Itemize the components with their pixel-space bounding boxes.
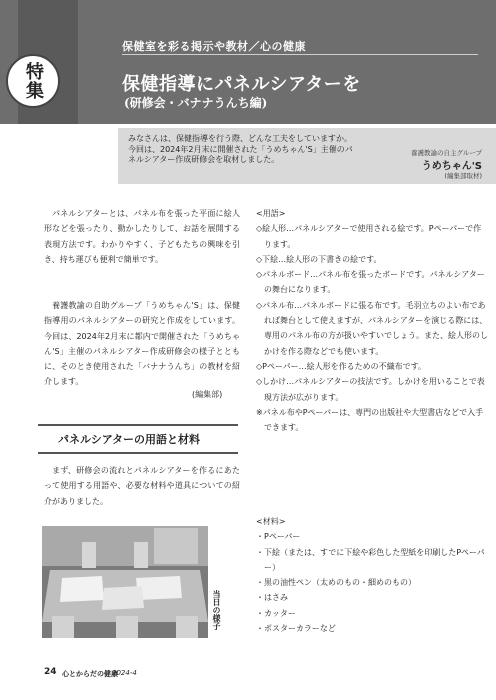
terms-label: <用語> [256,209,286,218]
article-category: 保健室を彩る掲示や教材／心の健康 [122,40,306,53]
term-item: ◇絵人形…パネルシアターで使用される絵です。Pペーパーで作ります。 [256,224,482,249]
group-label: 養護教諭の自主グループ [411,149,482,157]
workshop-photo [42,526,208,638]
material-item: ・はさみ [256,593,288,603]
section-heading: パネルシアターの用語と材料 [58,433,200,446]
editor-note: (編集部) [192,390,223,399]
terms-column [256,206,488,435]
material-item: ・下絵（または、すでに下絵や彩色した型紙を印刷したPペーパー） [256,547,485,572]
body-paragraph-2: 養護教諭の自助グループ「うめちゃん'S」は、保健指導用のパネルシアターの研究と作成をしています。今回は、2024年2月末に都内で開催された「うめちゃん'S」主催のパネルシアター作成研修会の様子とともに、そのとき使用された「バナナうんち」の教材を紹介します。 [44,301,240,387]
photo-caption: 当日の様子 [212,590,221,630]
material-item: ・ポスターカラーなど [256,624,336,634]
term-item: ◇下絵…絵人形の下書きの絵です。 [256,254,382,264]
body-paragraph-3: まず、研修会の流れとパネルシアターを作るにあたって使用する用語や、必要な材料や道具についての紹介がありました。 [44,466,240,506]
term-item: ◇Pペーパー…絵人形を作るための不織布です。 [256,361,426,371]
header-divider [122,54,478,55]
group-name: うめちゃん'S [421,161,482,172]
term-item: ◇パネル布…パネルボードに張る布です。毛羽立ちのよい布であれば舞台として使えますが、パネルシアターを演じる際には、専用のパネル布の方が扱いやすいでしょう。また、絵人形のしかけを作る際などでも使います。 [256,300,488,356]
material-item: ・黒の油性ペン（太めのもの・細めのもの） [256,578,416,588]
page-number: 24 [44,667,57,677]
issue-number: 2024-4 [112,669,137,677]
material-item: ・Pペーパー [256,532,301,542]
intro-text: みなさんは、保健指導を行う際、どんな工夫をしていますか。今回は、2024年2月末に開催された「うめちゃん'S」主催のパネルシアター作成研修会を取材しました。 [128,134,353,165]
body-paragraph-1: パネルシアターとは、パネル布を張った平面に絵人形などを張ったり、動かしたりして、お話を展開する表現方法です。わかりやすく、子どもたちの興味を引き、持ち運びも便利で簡単です。 [44,209,240,264]
materials-list [256,514,488,636]
section-heading-top-rule [38,424,238,426]
workshop-photo-illustration [42,526,208,638]
term-item: ◇しかけ…パネルシアターの技法です。しかけを用いることで表現方法が広がります。 [256,377,485,402]
material-item: ・カッター [256,608,296,618]
magazine-name: 心とからだの健康 [62,670,118,678]
feature-badge [6,54,60,108]
term-item: ◇パネルボード…パネル布を張ったボードです。パネルシアターの舞台になります。 [256,270,485,295]
feature-badge-label: 特集 [23,62,44,100]
group-credit: (編集部取材) [444,172,482,180]
article-subtitle: (研修会・バナナうんち編) [124,96,268,110]
article-title: 保健指導にパネルシアターを [122,74,361,95]
terms-note: ※パネル布やPペーパーは、専門の出版社や大型書店などで入手できます。 [256,407,484,433]
materials-label: <材料> [256,517,286,526]
section-heading-bottom-rule [38,452,238,454]
